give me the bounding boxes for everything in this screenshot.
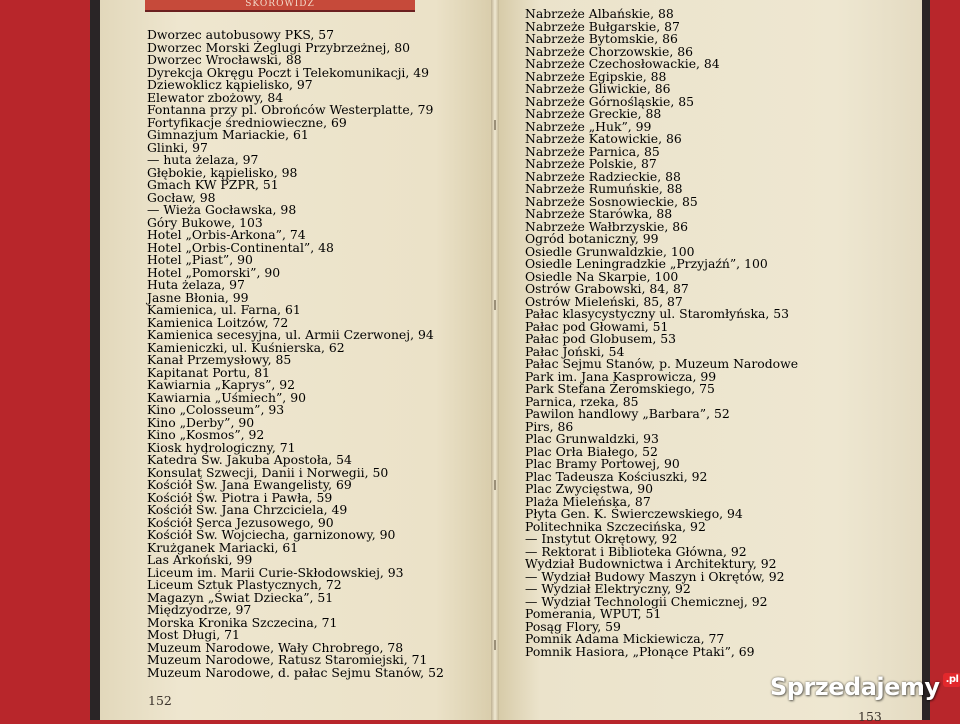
index-entry: Dworzec autobusowy PKS, 57 xyxy=(147,27,335,42)
watermark-logo xyxy=(770,672,960,702)
index-entry: Nabrzeże Górnośląskie, 85 xyxy=(525,93,694,109)
index-entry: Glinki, 97 xyxy=(147,139,208,155)
index-entry: Nabrzeże Bytomskie, 86 xyxy=(525,31,678,46)
index-entry: Pawilon handlowy „Barbara”, 52 xyxy=(525,406,730,421)
index-entry: Osiedle Grunwaldzkie, 100 xyxy=(525,243,695,259)
index-entry: Kościół Św. Jana Chrzciciela, 49 xyxy=(147,502,348,517)
index-entry: Fortyfikacje średniowieczne, 69 xyxy=(147,114,347,130)
index-entry: Dworzec Morski Żeglugi Przybrzeżnej, 80 xyxy=(147,39,410,55)
book-spine xyxy=(491,0,499,720)
index-entry: Nabrzeże Gliwickie, 86 xyxy=(525,81,671,96)
index-entry: Wydział Budownictwa i Architektury, 92 xyxy=(525,556,777,571)
index-entry: Pomerania, WPUT, 51 xyxy=(525,606,662,621)
left-index-list xyxy=(147,29,444,679)
index-entry: Nabrzeże Polskie, 87 xyxy=(525,156,657,171)
index-entry: Pałac pod Globusem, 53 xyxy=(525,331,677,346)
index-entry: Plac Orła Białego, 52 xyxy=(525,443,658,459)
index-entry: Nabrzeże Czechosłowackie, 84 xyxy=(525,56,720,71)
index-entry: Plac Tadeusza Kościuszki, 92 xyxy=(525,468,708,484)
index-entry: Nabrzeże Katowickie, 86 xyxy=(525,131,682,146)
index-entry: Nabrzeże Chorzowskie, 86 xyxy=(525,43,693,59)
index-entry: Głębokie, kąpielisko, 98 xyxy=(147,164,298,180)
index-entry: Park Stefana Żeromskiego, 75 xyxy=(525,381,715,396)
index-entry: Morska Kronika Szczecina, 71 xyxy=(147,614,338,630)
index-entry: — Wydział Technologii Chemicznej, 92 xyxy=(525,593,768,609)
index-entry: Ogród botaniczny, 99 xyxy=(525,231,659,246)
index-entry: Park im. Jana Kasprowicza, 99 xyxy=(525,368,717,384)
index-entry: Nabrzeże Sosnowieckie, 85 xyxy=(525,193,698,209)
index-entry: Dworzec Wrocławski, 88 xyxy=(147,52,302,67)
right-index-list xyxy=(525,8,798,658)
section-title: SKOROWIDZ xyxy=(245,0,315,9)
index-entry: Nabrzeże Wałbrzyskie, 86 xyxy=(525,218,688,234)
index-entry: Katedra Św. Jakuba Apostoła, 54 xyxy=(147,452,352,467)
index-entry: Hotel „Orbis-Arkona”, 74 xyxy=(147,227,306,242)
index-entry: Ostrów Grabowski, 84, 87 xyxy=(525,281,689,296)
binding-stitch xyxy=(494,300,496,310)
index-entry: Nabrzeże Bułgarskie, 87 xyxy=(525,18,680,34)
index-entry: Most Długi, 71 xyxy=(147,627,240,642)
index-entry: — huta żelaza, 97 xyxy=(147,152,259,167)
left-page-number: 152 xyxy=(148,693,172,708)
index-entry: Nabrzeże „Huk”, 99 xyxy=(525,118,652,134)
index-entry: Kamienica secesyjna, ul. Armii Czerwonej, 94 xyxy=(147,327,434,342)
index-entry: Kościół Św. Piotra i Pawła, 59 xyxy=(147,489,333,505)
index-entry: Elewator zbożowy, 84 xyxy=(147,89,284,105)
index-entry: Kino „Colosseum”, 93 xyxy=(147,402,285,417)
index-entry: Posąg Flory, 59 xyxy=(525,618,621,634)
index-entry: Kamienica Loitzów, 72 xyxy=(147,314,289,330)
index-entry: Las Arkoński, 99 xyxy=(147,552,253,567)
watermark-text: Sprzedajemy xyxy=(770,673,940,701)
index-entry: Plac Grunwaldzki, 93 xyxy=(525,431,659,446)
index-entry: Nabrzeże Rumuńskie, 88 xyxy=(525,181,683,196)
index-entry: Międzyodrze, 97 xyxy=(147,602,252,617)
index-entry: Płyta Gen. K. Świerczewskiego, 94 xyxy=(525,506,743,521)
index-entry: Huta żelaza, 97 xyxy=(147,277,245,292)
index-entry: Kapitanat Portu, 81 xyxy=(147,364,271,380)
header-rule xyxy=(145,10,415,12)
index-entry: Parnica, rzeka, 85 xyxy=(525,393,639,409)
index-entry: Nabrzeże Egipskie, 88 xyxy=(525,68,667,84)
index-entry: Nabrzeże Parnica, 85 xyxy=(525,143,660,159)
index-entry: Kościół Św. Wojciecha, garnizonowy, 90 xyxy=(147,527,396,542)
index-entry: Nabrzeże Albańskie, 88 xyxy=(525,6,674,21)
section-header xyxy=(145,0,415,10)
index-entry: Muzeum Narodowe, Wały Chrobrego, 78 xyxy=(147,639,404,655)
index-entry: Dyrekcja Okręgu Poczt i Telekomunikacji, 49 xyxy=(147,64,430,80)
index-entry: Hotel „Piast”, 90 xyxy=(147,252,253,267)
right-page-number: 153 xyxy=(858,709,882,724)
index-entry: — Wydział Budowy Maszyn i Okrętów, 92 xyxy=(525,568,785,584)
index-entry: Dziewoklicz kąpielisko, 97 xyxy=(147,77,313,92)
index-entry: Krużganek Mariacki, 61 xyxy=(147,539,299,555)
index-entry: Nabrzeże Radzieckie, 88 xyxy=(525,168,681,184)
index-entry: Nabrzeże Greckie, 88 xyxy=(525,106,662,121)
index-entry: — Rektorat i Biblioteka Główna, 92 xyxy=(525,543,747,559)
index-entry: Jasne Błonia, 99 xyxy=(147,289,249,305)
index-entry: Kościół Św. Jana Ewangelisty, 69 xyxy=(147,477,352,492)
index-entry: Fontanna przy pl. Obrońców Westerplatte, 79 xyxy=(147,102,434,117)
index-entry: Kamienica, ul. Farna, 61 xyxy=(147,302,301,317)
index-entry: Pomnik Hasiora, „Płonące Ptaki”, 69 xyxy=(525,643,755,659)
index-entry: Muzeum Narodowe, Ratusz Staromiejski, 71 xyxy=(147,652,428,667)
index-entry: Pirs, 86 xyxy=(525,418,574,434)
index-entry: Politechnika Szczecińska, 92 xyxy=(525,518,706,534)
index-entry: Osiedle Leningradzkie „Przyjaźń”, 100 xyxy=(525,256,768,271)
index-entry: Gocław, 98 xyxy=(147,189,216,205)
index-entry: Kino „Kosmos”, 92 xyxy=(147,427,265,442)
index-entry: Nabrzeże Starówka, 88 xyxy=(525,206,673,221)
index-entry: Pałac klasycystyczny ul. Staromłyńska, 53 xyxy=(525,306,790,321)
index-entry: Pomnik Adama Mickiewicza, 77 xyxy=(525,631,725,646)
binding-stitch xyxy=(494,480,496,490)
index-entry: — Instytut Okrętowy, 92 xyxy=(525,531,678,546)
index-entry: Plaża Mieleńska, 87 xyxy=(525,493,651,509)
index-entry: Kino „Derby”, 90 xyxy=(147,414,255,430)
index-entry: Konsulat Szwecji, Danii i Norwegii, 50 xyxy=(147,464,389,480)
index-entry: — Wieża Gocławska, 98 xyxy=(147,202,297,217)
index-entry: Pałac pod Głowami, 51 xyxy=(525,318,669,334)
index-entry: Kawiarnia „Kaprys”, 92 xyxy=(147,377,296,392)
index-entry: Plac Bramy Portowej, 90 xyxy=(525,456,680,471)
index-entry: Ostrów Mieleński, 85, 87 xyxy=(525,293,683,309)
index-entry: Gmach KW PZPR, 51 xyxy=(147,177,279,192)
index-entry: Hotel „Pomorski”, 90 xyxy=(147,264,281,280)
index-entry: Gimnazjum Mariackie, 61 xyxy=(147,127,309,142)
index-entry: Magazyn „Świat Dziecka”, 51 xyxy=(147,589,334,605)
binding-stitch xyxy=(494,120,496,130)
index-entry: Góry Bukowe, 103 xyxy=(147,214,263,230)
index-entry: Hotel „Orbis-Continental”, 48 xyxy=(147,239,334,255)
index-entry: Muzeum Narodowe, d. pałac Sejmu Stanów, 52 xyxy=(147,664,444,680)
index-entry: Liceum Sztuk Plastycznych, 72 xyxy=(147,577,342,592)
index-entry: Kamieniczki, ul. Kuśnierska, 62 xyxy=(147,339,345,355)
watermark-badge: .pl xyxy=(943,673,960,687)
index-entry: Liceum im. Marii Curie-Skłodowskiej, 93 xyxy=(147,564,404,580)
index-entry: Kanał Przemysłowy, 85 xyxy=(147,352,292,367)
index-entry: Pałac Joński, 54 xyxy=(525,343,625,359)
index-entry: Pałac Sejmu Stanów, p. Muzeum Narodowe xyxy=(525,356,799,371)
index-entry: Kiosk hydrologiczny, 71 xyxy=(147,439,296,455)
index-entry: Plac Zwycięstwa, 90 xyxy=(525,481,653,496)
index-entry: Kawiarnia „Uśmiech”, 90 xyxy=(147,389,306,405)
index-entry: Kościół Serca Jezusowego, 90 xyxy=(147,514,334,530)
binding-stitch xyxy=(494,640,496,650)
index-entry: — Wydział Elektryczny, 92 xyxy=(525,581,691,596)
index-entry: Osiedle Na Skarpie, 100 xyxy=(525,268,679,284)
